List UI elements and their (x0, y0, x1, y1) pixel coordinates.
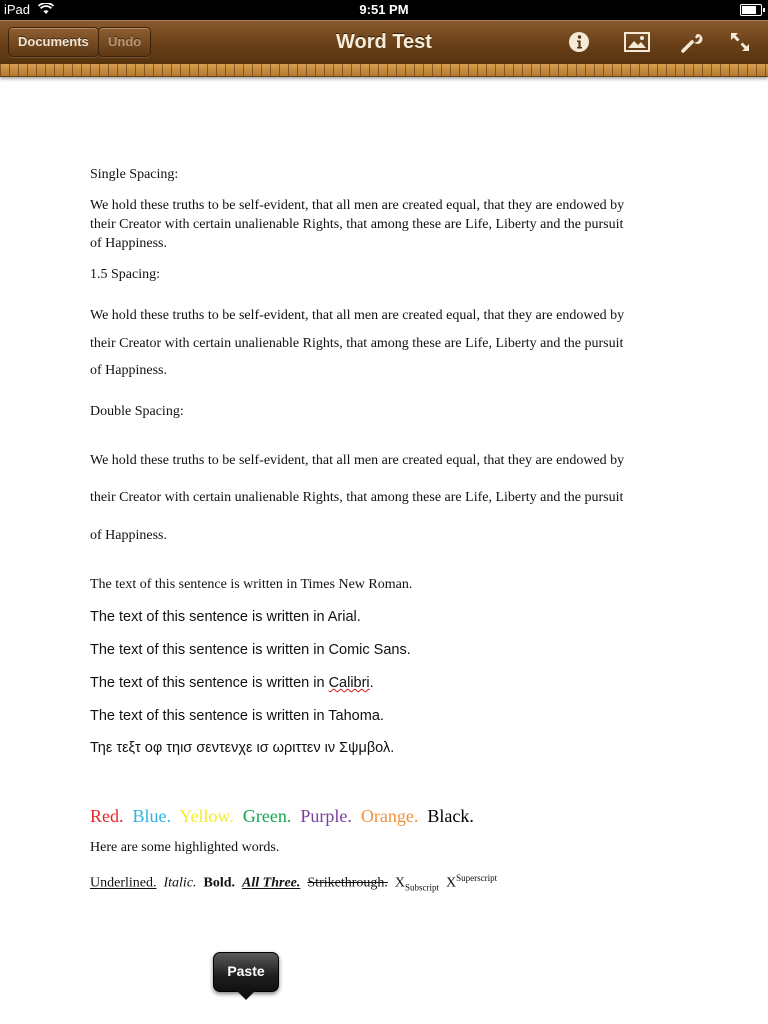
documents-button[interactable]: Documents (8, 27, 99, 57)
paragraph-line: their Creator with certain unalienable Rights, that among these are Life, Liberty and the pursuit (90, 490, 624, 505)
subscript-base: X (394, 875, 406, 891)
paste-button[interactable]: Paste (213, 952, 279, 992)
subscript-text: Subscript (405, 882, 440, 893)
misspelled-word[interactable]: Calibri (328, 675, 370, 691)
status-bar (0, 0, 768, 20)
paragraph-line: We hold these truths to be self-evident, that all men are created equal, that they are endowed by (90, 453, 625, 468)
paragraph-line: their Creator with certain unalienable Rights, that among these are Life, Liberty and the pursuit (90, 217, 624, 232)
color-word-orange: Orange. (360, 806, 419, 826)
paragraph-line: of Happiness. (90, 236, 167, 251)
all-three-word: All Three. (242, 875, 301, 891)
onefive-spacing-heading: 1.5 Spacing: (90, 267, 160, 282)
single-spacing-heading: Single Spacing: (90, 167, 179, 182)
color-word-red: Red. (90, 806, 124, 826)
undo-button[interactable]: Undo (98, 27, 151, 57)
clock: 9:51 PM (359, 2, 409, 17)
color-word-purple: Purple. (300, 806, 352, 826)
paragraph-line: We hold these truths to be self-evident, that all men are created equal, that they are endowed by (90, 198, 625, 213)
bold-word: Bold. (203, 875, 236, 891)
font-line-calibri-prefix: The text of this sentence is written in (90, 675, 329, 691)
toolbar (0, 20, 768, 64)
strikethrough-word: Strikethrough. (307, 875, 388, 891)
italic-word: Italic. (163, 875, 197, 891)
color-word-yellow: Yellow. (179, 806, 234, 826)
battery-icon (740, 4, 762, 16)
font-line-tahoma: The text of this sentence is written in Tahoma. (90, 708, 384, 724)
text-styles-line (90, 873, 680, 892)
paragraph-line: of Happiness. (90, 528, 167, 543)
font-line-times: The text of this sentence is written in Times New Roman. (90, 577, 413, 592)
font-line-arial: The text of this sentence is written in Arial. (90, 609, 361, 625)
double-spacing-heading: Double Spacing: (90, 404, 184, 419)
color-word-black: Black. (427, 806, 474, 826)
paragraph-line: their Creator with certain unalienable Rights, that among these are Life, Liberty and the pursuit (90, 336, 624, 351)
info-icon[interactable] (567, 30, 591, 54)
font-line-calibri (90, 675, 680, 691)
highlight-line: Here are some highlighted words. (90, 840, 280, 855)
toolbar-stitching (0, 64, 768, 77)
superscript-text: Superscript (456, 873, 498, 883)
document-title: Word Test (336, 31, 432, 53)
wrench-icon[interactable] (679, 30, 703, 54)
fullscreen-icon[interactable] (728, 30, 752, 54)
paragraph-line: We hold these truths to be self-evident, that all men are created equal, that they are endowed by (90, 308, 625, 323)
font-line-calibri-suffix: . (369, 675, 374, 691)
image-icon[interactable] (624, 30, 648, 54)
font-line-comic: The text of this sentence is written in Comic Sans. (90, 642, 411, 658)
underlined-word: Underlined. (90, 875, 157, 891)
device-name: iPad (4, 2, 31, 17)
color-word-blue: Blue. (132, 806, 171, 826)
paragraph-line: of Happiness. (90, 363, 167, 378)
font-line-symbol: Τηε τεξτ οφ τηισ σεντενχε ισ ωριττεν ιν Σψμβολ. (90, 740, 395, 756)
color-line (90, 806, 680, 827)
superscript-base: X (446, 875, 457, 891)
color-word-green: Green. (242, 806, 292, 826)
